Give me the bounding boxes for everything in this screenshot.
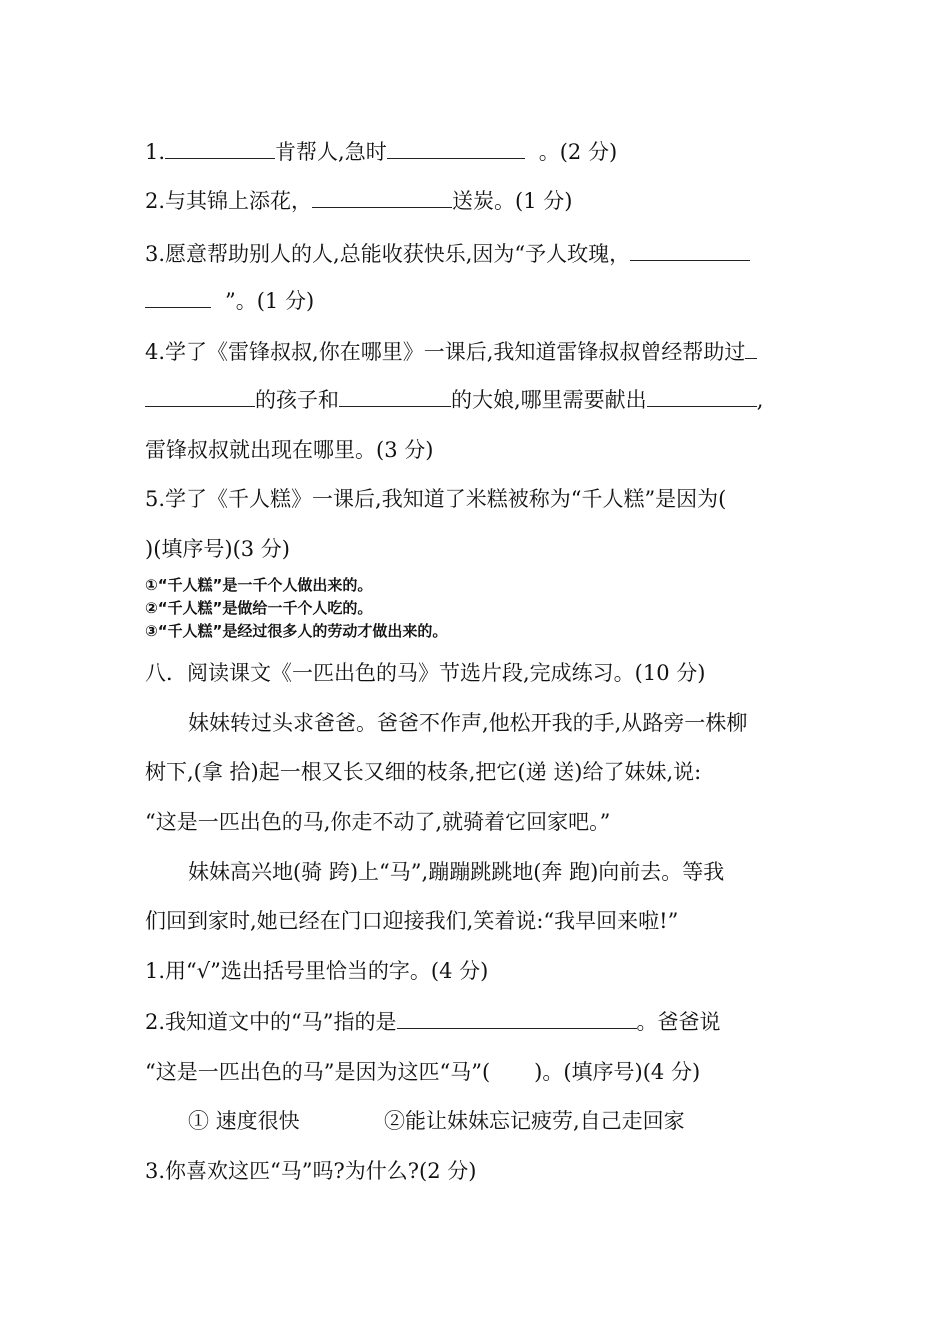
sub-question-2-line2 <box>145 1058 700 1086</box>
q5-option-1: ①“千人糕”是一千个人做出来的。 <box>145 576 373 594</box>
answer-blank[interactable] <box>312 187 452 208</box>
q5-text: 5.学了《千人糕》一课后,我知道了米糕被称为“千人糕”是因为( <box>145 487 727 511</box>
q4-c: , <box>756 388 764 412</box>
q4-line3: 雷锋叔叔就出现在哪里。(3 分) <box>145 438 434 462</box>
answer-blank[interactable] <box>165 138 275 159</box>
passage-line: 树下,(拿 拾)起一根又长又细的枝条,把它(递 送)给了妹妹,说: <box>145 760 702 784</box>
q5-line2: )(填序号)(3 分) <box>145 537 291 561</box>
q1-end: 。(2 分) <box>538 140 618 164</box>
answer-blank[interactable] <box>145 287 211 308</box>
passage-line: 妹妹高兴地(骑 跨)上“马”,蹦蹦跳跳地(奔 跑)向前去。等我 <box>188 860 725 884</box>
q3-text: 3.愿意帮助别人的人,总能收获快乐,因为“予人玫瑰， <box>145 242 631 266</box>
sq2-start: 2.我知道文中的“马”指的是 <box>145 1010 397 1034</box>
sq2-line2a: “这是一匹出色的马”是因为这匹“马”( <box>145 1060 491 1084</box>
answer-blank[interactable] <box>745 338 757 359</box>
answer-blank[interactable] <box>647 386 757 407</box>
question-4 <box>145 338 757 366</box>
passage-line: “这是一匹出色的马,你走不动了,就骑着它回家吧。” <box>145 810 611 834</box>
passage-line: 们回到家时,她已经在门口迎接我们,笑着说:“我早回来啦!” <box>145 909 679 933</box>
q1-number: 1. <box>145 140 166 164</box>
question-4-line3 <box>145 436 433 464</box>
question-5 <box>145 485 726 513</box>
sub-question-3: 3.你喜欢这匹“马”吗?为什么?(2 分) <box>145 1159 477 1183</box>
q1-text: 肯帮人,急时 <box>275 140 387 164</box>
q4-b: 的大娘,哪里需要献出 <box>451 388 647 412</box>
answer-blank[interactable] <box>387 138 525 159</box>
question-5-line2 <box>145 535 290 563</box>
question-1 <box>145 138 617 166</box>
choice-2: ②能让妹妹忘记疲劳,自己走回家 <box>384 1109 685 1133</box>
sub-question-1: 1.用“√”选出括号里恰当的字。(4 分) <box>145 959 489 983</box>
sub-question-2 <box>145 1008 721 1036</box>
q3-end: ”。(1 分) <box>225 289 315 313</box>
choice-1: ① 速度很快 <box>188 1109 300 1133</box>
passage-line: 妹妹转过头求爸爸。爸爸不作声,他松开我的手,从路旁一株柳 <box>188 711 748 735</box>
q5-option-2: ②“千人糕”是做给一千个人吃的。 <box>145 599 373 617</box>
answer-blank[interactable] <box>145 386 255 407</box>
question-4-line2 <box>145 386 763 414</box>
section-8-heading: 八．阅读课文《一匹出色的马》节选片段,完成练习。(10 分) <box>145 661 706 685</box>
q4-a: 的孩子和 <box>255 388 339 412</box>
q2-end: 送炭。(1 分) <box>452 189 573 213</box>
answer-blank[interactable] <box>339 386 451 407</box>
q4-text: 4.学了《雷锋叔叔,你在哪里》一课后,我知道雷锋叔叔曾经帮助过 <box>145 340 746 364</box>
answer-blank[interactable] <box>630 240 750 261</box>
answer-blank[interactable] <box>397 1008 637 1029</box>
q2-text: 2.与其锦上添花， <box>145 189 313 213</box>
question-2 <box>145 187 572 215</box>
question-3 <box>145 240 750 268</box>
sq2-line2b: )。(填序号)(4 分) <box>534 1060 701 1084</box>
question-3-cont <box>145 287 314 315</box>
sq2-end: 。爸爸说 <box>636 1010 721 1034</box>
q5-option-3: ③“千人糕”是经过很多人的劳动才做出来的。 <box>145 622 448 640</box>
